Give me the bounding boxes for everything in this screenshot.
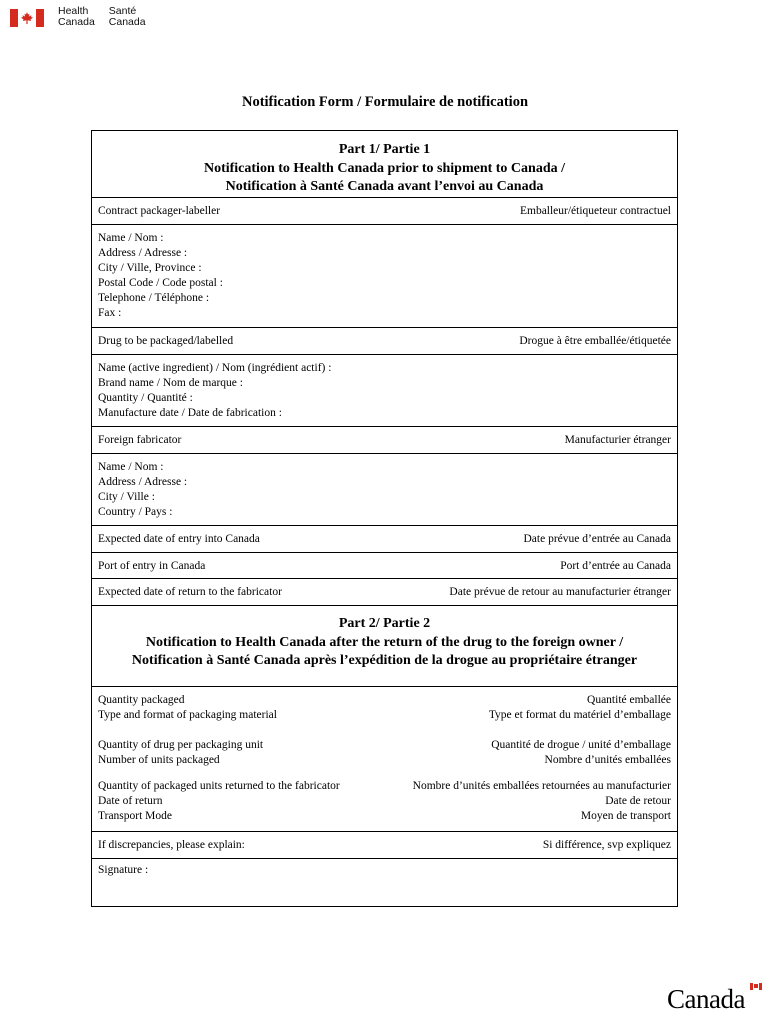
packaging-type-label-en: Type and format of packaging material — [98, 709, 277, 721]
part1-subtitle-fr: Notification à Santé Canada avant l’envoi au Canada — [225, 179, 544, 194]
part2-subtitle-en: Notification to Health Canada after the return of the drug to the foreign owner / — [145, 634, 624, 650]
packager-address-field[interactable]: Address / Adresse : — [98, 247, 188, 259]
entry-port-label-en: Port of entry in Canada — [98, 559, 206, 572]
part2-header — [92, 606, 677, 687]
drug-quantity-field[interactable]: Quantity / Quantité : — [98, 392, 193, 404]
drug-fields[interactable] — [92, 355, 677, 427]
notification-form — [91, 130, 678, 907]
part2-title: Part 2/ Partie 2 — [338, 616, 431, 631]
dept-name-fr: Santé Canada — [108, 5, 146, 28]
packager-name-field[interactable]: Name / Nom : — [98, 232, 164, 244]
quantity-packaged-label-fr: Quantité emballée — [587, 694, 671, 706]
return-date-row[interactable] — [92, 579, 677, 606]
drug-brand-field[interactable]: Brand name / Nom de marque : — [98, 377, 243, 389]
fabricator-address-field[interactable]: Address / Adresse : — [98, 476, 188, 488]
fabricator-label-fr: Manufacturier étranger — [564, 434, 671, 446]
part1-header — [92, 131, 677, 198]
return-date-label-fr: Date de retour — [605, 795, 671, 807]
signature-field[interactable] — [92, 859, 677, 906]
units-packaged-label-en: Number of units packaged — [98, 754, 220, 766]
wordmark-flag-icon — [750, 983, 762, 990]
entry-date-row[interactable] — [92, 526, 677, 553]
units-returned-label-fr: Nombre d’unités emballées retournées au manufacturier — [412, 780, 671, 792]
part1-title: Part 1/ Partie 1 — [338, 142, 431, 157]
packager-label-en: Contract packager-labeller — [98, 205, 221, 217]
packager-label-fr: Emballeur/étiqueteur contractuel — [519, 205, 671, 217]
drug-section-row — [92, 328, 677, 355]
return-date-label-en: Expected date of return to the fabricator — [98, 586, 282, 598]
discrepancies-label-fr: Si différence, svp expliquez — [542, 839, 671, 851]
quantity-packaged-group[interactable] — [92, 693, 677, 723]
entry-date-label-fr: Date prévue d’entrée au Canada — [523, 533, 671, 545]
canada-wordmark: Canada — [667, 984, 745, 1014]
return-date-label-en: Date of return — [98, 795, 163, 807]
signature-label: Signature : — [98, 864, 149, 876]
packager-fields[interactable] — [92, 225, 677, 328]
form-title: Notification Form / Formulaire de notification — [241, 94, 529, 110]
part2-subtitle-fr: Notification à Santé Canada après l’expédition de la drogue au propriétaire étranger — [131, 653, 638, 668]
fabricator-name-field[interactable]: Name / Nom : — [98, 461, 164, 473]
canada-flag-icon — [10, 9, 44, 27]
government-identifier — [10, 6, 146, 32]
discrepancies-row[interactable] — [92, 832, 677, 859]
packager-fax-field[interactable]: Fax : — [98, 307, 122, 319]
packager-section-row — [92, 198, 677, 225]
packager-postal-field[interactable]: Postal Code / Code postal : — [98, 277, 223, 289]
drug-label-fr: Drogue à être emballée/étiquetée — [519, 335, 671, 347]
fabricator-fields[interactable] — [92, 454, 677, 526]
drug-per-unit-label-en: Quantity of drug per packaging unit — [98, 739, 264, 751]
entry-port-label-fr: Port d’entrée au Canada — [560, 559, 671, 572]
return-group[interactable] — [92, 779, 677, 824]
packager-phone-field[interactable]: Telephone / Téléphone : — [98, 292, 210, 304]
return-date-label-fr: Date prévue de retour au manufacturier étranger — [449, 586, 671, 598]
units-group[interactable] — [92, 738, 677, 768]
part1-subtitle-en: Notification to Health Canada prior to shipment to Canada / — [203, 160, 566, 176]
entry-port-row[interactable] — [92, 553, 677, 579]
return-details-section — [92, 687, 677, 832]
transport-mode-label-fr: Moyen de transport — [580, 810, 671, 822]
packager-city-field[interactable]: City / Ville, Province : — [98, 262, 202, 274]
entry-date-label-en: Expected date of entry into Canada — [98, 533, 260, 545]
units-packaged-label-fr: Nombre d’unités emballées — [544, 754, 671, 766]
drug-per-unit-label-fr: Quantité de drogue / unité d’emballage — [491, 739, 671, 751]
fabricator-country-field[interactable]: Country / Pays : — [98, 506, 173, 518]
fabricator-label-en: Foreign fabricator — [98, 434, 182, 446]
drug-manufacture-date-field[interactable]: Manufacture date / Date de fabrication : — [98, 407, 282, 419]
discrepancies-label-en: If discrepancies, please explain: — [98, 839, 245, 851]
drug-label-en: Drug to be packaged/labelled — [98, 335, 234, 347]
units-returned-label-en: Quantity of packaged units returned to the fabricator — [98, 780, 340, 792]
packaging-type-label-fr: Type et format du matériel d’emballage — [488, 709, 671, 721]
drug-active-ingredient-field[interactable]: Name (active ingredient) / Nom (ingrédient actif) : — [98, 362, 332, 374]
transport-mode-label-en: Transport Mode — [98, 810, 173, 822]
dept-name-en: Health Canada — [58, 5, 95, 28]
quantity-packaged-label-en: Quantity packaged — [98, 694, 185, 706]
fabricator-city-field[interactable]: City / Ville : — [98, 491, 155, 503]
fabricator-section-row — [92, 427, 677, 454]
